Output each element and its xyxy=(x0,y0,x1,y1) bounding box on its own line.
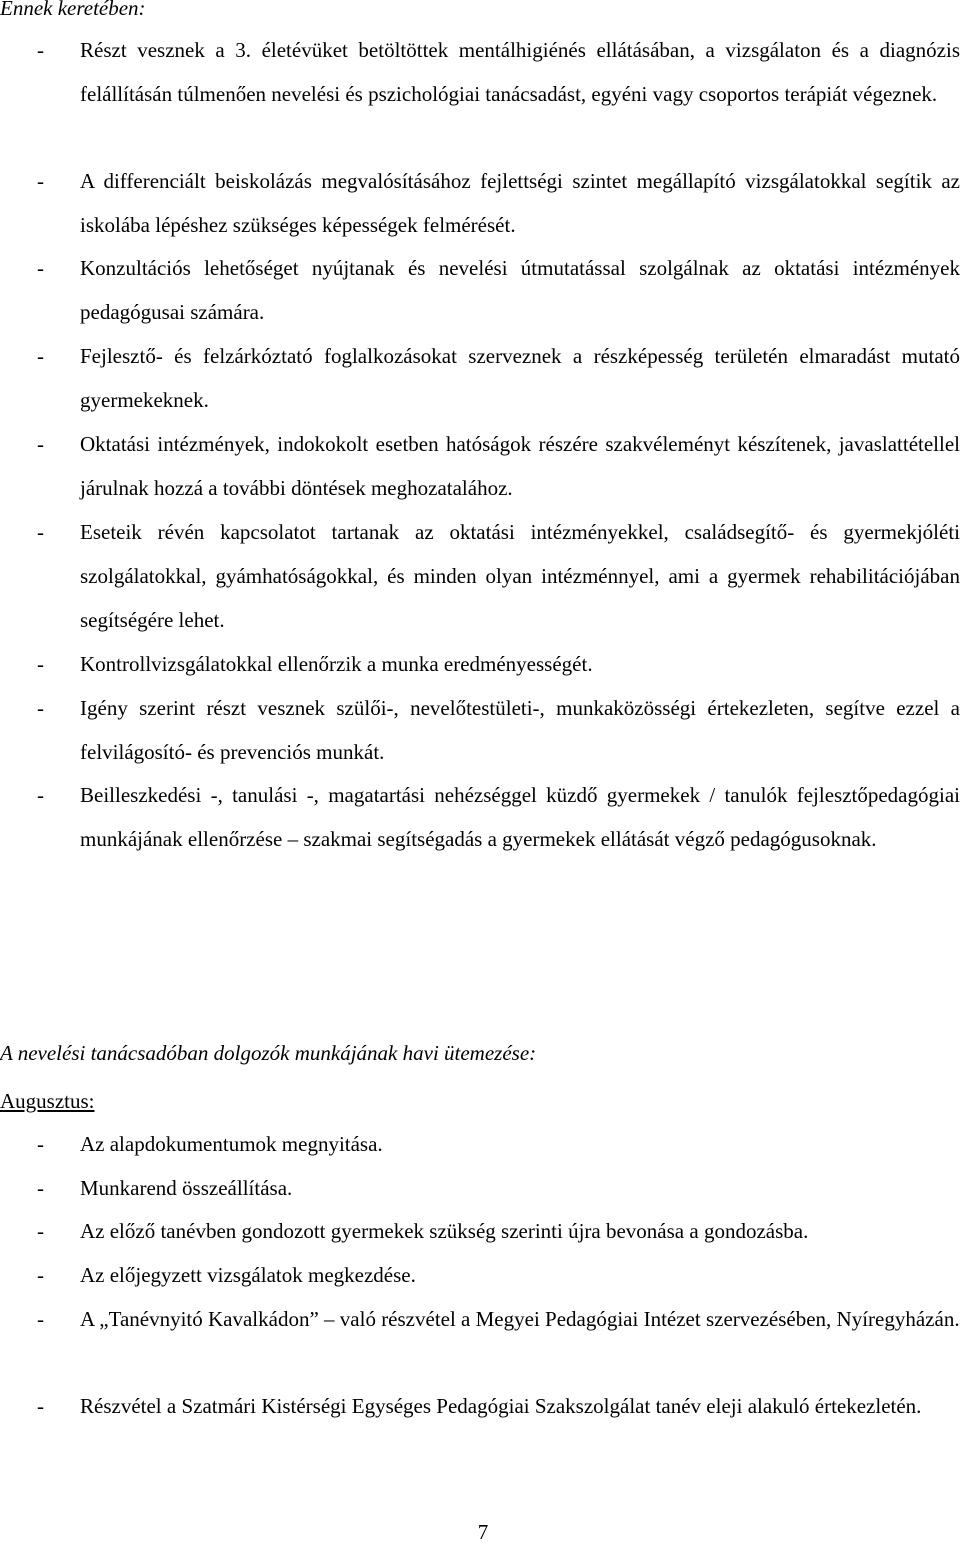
list-item-text: Eseteik révén kapcsolatot tartanak az oktatási intézményekkel, családsegítő- és gyermekjóléti szolgálatokkal, gyámhatóságokkal, és minden olyan intézménnyel, ami a gyermek rehabilitációjában segítségére lehet. xyxy=(80,520,960,632)
bullet-dash: - xyxy=(37,783,44,807)
bullet-dash: - xyxy=(37,1394,44,1418)
bullet-dash: - xyxy=(37,1307,44,1331)
page-number: 7 xyxy=(477,1520,489,1544)
bullet-dash: - xyxy=(37,38,44,62)
list-item-text: Az előző tanévben gondozott gyermekek szükség szerinti újra bevonása a gondozásba. xyxy=(80,1219,809,1243)
section-heading-framework: Ennek keretében: xyxy=(0,0,146,20)
bullet-dash: - xyxy=(37,1132,44,1156)
bullet-dash: - xyxy=(37,652,44,676)
month-heading: Augusztus: xyxy=(0,1089,95,1113)
list-item-text: A differenciált beiskolázás megvalósításához fejlettségi szintet megállapító vizsgálatokkal segítik az iskolába lépéshez szükséges képességek felmérését. xyxy=(80,169,960,237)
list-item-text: Az előjegyzett vizsgálatok megkezdése. xyxy=(80,1263,416,1287)
list-item-text: Részt vesznek a 3. életévüket betöltöttek mentálhigiénés ellátásában, a vizsgálaton és a diagnózis felállításán túlmenően nevelési és pszichológiai tanácsadást, egyéni vagy csoportos terápiát végeznek. xyxy=(80,38,960,106)
section-heading-schedule: A nevelési tanácsadóban dolgozók munkájának havi ütemezése: xyxy=(0,1041,537,1065)
list-item-text: Igény szerint részt vesznek szülői-, nevelőtestületi-, munkaközösségi értekezleten, segítve ezzel a felvilágosító- és prevenciós munkát. xyxy=(80,696,960,764)
list-item-text: Munkarend összeállítása. xyxy=(80,1176,293,1200)
list-item-text: Az alapdokumentumok megnyitása. xyxy=(80,1132,383,1156)
list-item-text: Oktatási intézmények, indokokolt esetben hatóságok részére szakvéleményt készítenek, javaslattétellel járulnak hozzá a további döntések meghozatalához. xyxy=(80,432,960,500)
bullet-dash: - xyxy=(37,520,44,544)
list-item-text: A „Tanévnyitó Kavalkádon” – való részvétel a Megyei Pedagógiai Intézet szervezésében, Nyíregyházán. xyxy=(80,1307,960,1331)
list-item-text: Fejlesztő- és felzárkóztató foglalkozásokat szerveznek a részképesség területén elmaradást mutató gyermekeknek. xyxy=(80,344,960,412)
list-item-text: Kontrollvizsgálatokkal ellenőrzik a munka eredményességét. xyxy=(80,652,593,676)
list-item-text: Konzultációs lehetőséget nyújtanak és nevelési útmutatással szolgálnak az oktatási intézmények pedagógusai számára. xyxy=(80,256,960,324)
bullet-dash: - xyxy=(37,432,44,456)
bullet-dash: - xyxy=(37,169,44,193)
bullet-dash: - xyxy=(37,256,44,280)
bullet-dash: - xyxy=(37,344,44,368)
bullet-dash: - xyxy=(37,1263,44,1287)
list-item-text: Beilleszkedési -, tanulási -, magatartási nehézséggel küzdő gyermekek / tanulók fejlesztőpedagógiai munkájának ellenőrzése – szakmai segítségadás a gyermekek ellátását végző pedagógusoknak. xyxy=(80,783,960,851)
bullet-dash: - xyxy=(37,696,44,720)
bullet-dash: - xyxy=(37,1219,44,1243)
bullet-dash: - xyxy=(37,1176,44,1200)
list-item-text: Részvétel a Szatmári Kistérségi Egységes Pedagógiai Szakszolgálat tanév eleji alakuló értekezletén. xyxy=(80,1394,922,1418)
